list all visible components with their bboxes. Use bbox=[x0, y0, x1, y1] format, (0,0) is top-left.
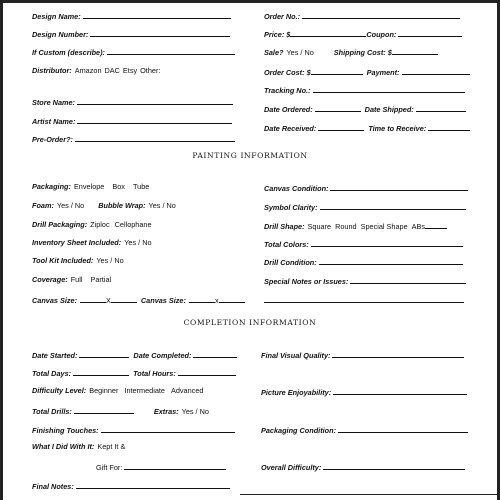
what-i-did-label: What I Did With It: bbox=[32, 442, 95, 451]
distributor-option-other[interactable]: Other: bbox=[140, 66, 161, 75]
final-visual-quality-row bbox=[261, 349, 464, 361]
date-completed-label: Date Completed: bbox=[133, 351, 192, 360]
canvas-size-label: Canvas Size: bbox=[32, 296, 78, 305]
date-received-row bbox=[264, 122, 470, 134]
packaging-option-box[interactable]: Box bbox=[112, 182, 125, 191]
drill-packaging-label: Drill Packaging: bbox=[32, 220, 88, 229]
artist-name-field[interactable] bbox=[77, 115, 232, 124]
sale-row bbox=[264, 46, 438, 58]
price-label: Price: $ bbox=[264, 30, 291, 39]
time-to-receive-field[interactable] bbox=[428, 122, 470, 131]
symbol-clarity-row bbox=[264, 201, 466, 213]
overall-difficulty-row bbox=[261, 461, 465, 473]
price-row bbox=[264, 28, 462, 40]
special-notes-field[interactable] bbox=[350, 275, 466, 284]
drill-packaging-option-ziploc[interactable]: Ziploc bbox=[90, 220, 110, 229]
total-days-field[interactable] bbox=[73, 367, 129, 376]
distributor-label: Distributor: bbox=[32, 66, 72, 75]
what-i-did-row bbox=[32, 442, 125, 452]
final-visual-quality-label: Final Visual Quality: bbox=[261, 351, 331, 360]
design-number-row bbox=[32, 28, 230, 40]
tracking-no-label: Tracking No.: bbox=[264, 86, 311, 95]
difficulty-option-beginner[interactable]: Beginner bbox=[89, 386, 119, 395]
design-name-label: Design Name: bbox=[32, 12, 81, 21]
canvas-size-height-field-1[interactable] bbox=[111, 294, 137, 303]
packaging-option-envelope[interactable]: Envelope bbox=[73, 182, 105, 191]
coverage-label: Coverage: bbox=[32, 275, 68, 284]
total-colors-row bbox=[264, 238, 463, 250]
foam-options[interactable]: Yes / No bbox=[56, 201, 85, 210]
special-notes-row bbox=[264, 275, 466, 287]
canvas-size-width-field-1[interactable] bbox=[80, 294, 106, 303]
payment-label: Payment: bbox=[366, 68, 400, 77]
shipping-cost-label: Shipping Cost: $ bbox=[333, 48, 392, 57]
artist-name-label: Artist Name: bbox=[32, 117, 76, 126]
artist-name-row bbox=[32, 115, 232, 127]
if-custom-label: If Custom (describe): bbox=[32, 48, 105, 57]
kept-it-option[interactable]: Kept It & bbox=[97, 442, 126, 451]
final-visual-quality-field[interactable] bbox=[332, 349, 464, 358]
bottom-rule bbox=[240, 494, 500, 495]
finishing-touches-label: Finishing Touches: bbox=[32, 426, 99, 435]
distributor-option-etsy[interactable]: Etsy bbox=[122, 66, 138, 75]
special-notes-label: Special Notes or Issues: bbox=[264, 277, 349, 286]
packaging-row bbox=[32, 182, 149, 192]
total-days-row bbox=[32, 367, 236, 379]
time-to-receive-label: Time to Receive: bbox=[368, 124, 427, 133]
date-ordered-label: Date Ordered: bbox=[264, 105, 313, 114]
order-cost-field[interactable] bbox=[311, 66, 363, 75]
design-name-row bbox=[32, 10, 231, 22]
symbol-clarity-label: Symbol Clarity: bbox=[264, 203, 318, 212]
order-cost-row bbox=[264, 66, 470, 78]
difficulty-option-advanced[interactable]: Advanced bbox=[170, 386, 204, 395]
extras-options[interactable]: Yes / No bbox=[181, 407, 209, 416]
difficulty-option-intermediate[interactable]: Intermediate bbox=[124, 386, 165, 395]
completion-information-heading: COMPLETION INFORMATION bbox=[183, 318, 317, 327]
drill-condition-row bbox=[264, 256, 463, 268]
payment-field[interactable] bbox=[402, 66, 470, 75]
symbol-clarity-field[interactable] bbox=[320, 201, 466, 210]
drill-shape-row bbox=[264, 220, 447, 232]
tool-kit-row bbox=[32, 256, 124, 266]
canvas-size-x-1: X bbox=[106, 296, 111, 305]
extras-label: Extras: bbox=[153, 407, 179, 416]
pre-order-row bbox=[32, 133, 235, 145]
distributor-option-amazon[interactable]: Amazon bbox=[74, 66, 102, 75]
final-notes-row bbox=[32, 480, 230, 492]
pre-order-field[interactable] bbox=[75, 133, 235, 142]
pre-order-label: Pre-Order?: bbox=[32, 135, 73, 144]
foam-label: Foam: bbox=[32, 201, 54, 210]
painting-information-heading: PAINTING INFORMATION bbox=[192, 151, 308, 160]
date-shipped-label: Date Shipped: bbox=[364, 105, 414, 114]
drill-shape-label: Drill Shape: bbox=[264, 222, 305, 231]
total-hours-label: Total Hours: bbox=[133, 369, 176, 378]
date-started-label: Date Started: bbox=[32, 351, 78, 360]
inventory-sheet-label: Inventory Sheet Included: bbox=[32, 238, 122, 247]
page-border-left bbox=[0, 0, 3, 500]
gift-for-field[interactable] bbox=[124, 461, 226, 470]
packaging-condition-row bbox=[261, 424, 468, 436]
total-days-label: Total Days: bbox=[32, 369, 72, 378]
order-cost-label: Order Cost: $ bbox=[264, 68, 311, 77]
bubble-wrap-label: Bubble Wrap: bbox=[98, 201, 146, 210]
date-ordered-row bbox=[264, 103, 466, 115]
drill-condition-label: Drill Condition: bbox=[264, 258, 317, 267]
date-shipped-field[interactable] bbox=[416, 103, 466, 112]
finishing-touches-row bbox=[32, 424, 235, 436]
canvas-condition-row bbox=[264, 182, 468, 194]
sale-label: Sale? bbox=[264, 48, 284, 57]
finishing-touches-field[interactable] bbox=[101, 424, 235, 433]
tool-kit-options[interactable]: Yes / No bbox=[96, 256, 124, 265]
picture-enjoyability-row bbox=[261, 386, 467, 398]
drill-packaging-option-cellophane[interactable]: Cellophane bbox=[114, 220, 152, 229]
foam-row bbox=[32, 201, 176, 211]
tool-kit-label: Tool Kit Included: bbox=[32, 256, 94, 265]
total-drills-field[interactable] bbox=[74, 405, 134, 414]
canvas-condition-field[interactable] bbox=[330, 182, 468, 191]
order-no-row bbox=[264, 10, 460, 22]
store-name-row bbox=[32, 96, 233, 108]
canvas-size-width-field-2[interactable] bbox=[189, 294, 215, 303]
order-no-label: Order No.: bbox=[264, 12, 301, 21]
final-notes-field[interactable] bbox=[76, 480, 230, 489]
total-hours-field[interactable] bbox=[178, 367, 236, 376]
total-drills-label: Total Drills: bbox=[32, 407, 72, 416]
design-name-field[interactable] bbox=[83, 10, 231, 19]
distributor-option-dac[interactable]: DAC bbox=[104, 66, 120, 75]
bubble-wrap-options[interactable]: Yes / No bbox=[148, 201, 176, 210]
coverage-option-full[interactable]: Full bbox=[70, 275, 83, 284]
coverage-option-partial[interactable]: Partial bbox=[90, 275, 112, 284]
inventory-sheet-options[interactable]: Yes / No bbox=[124, 238, 152, 247]
total-drills-row bbox=[32, 405, 209, 417]
special-notes-field-2[interactable] bbox=[264, 294, 464, 303]
drill-packaging-row bbox=[32, 220, 152, 230]
if-custom-field[interactable] bbox=[107, 46, 235, 55]
page-border-top bbox=[0, 0, 500, 3]
drill-shape-option-special-shape[interactable]: Special Shape bbox=[360, 222, 408, 231]
order-no-field[interactable] bbox=[302, 10, 460, 19]
date-completed-field[interactable] bbox=[193, 349, 237, 358]
special-notes-row-2 bbox=[264, 294, 464, 303]
drill-condition-field[interactable] bbox=[319, 256, 463, 265]
gift-for-row bbox=[96, 461, 226, 473]
overall-difficulty-field[interactable] bbox=[323, 461, 465, 470]
canvas-size-row bbox=[32, 294, 245, 306]
coverage-row bbox=[32, 275, 111, 285]
tracking-no-field[interactable] bbox=[313, 84, 465, 93]
tracking-no-row bbox=[264, 84, 465, 96]
shipping-cost-field[interactable] bbox=[392, 46, 438, 55]
overall-difficulty-label: Overall Difficulty: bbox=[261, 463, 322, 472]
drill-shape-abs-field[interactable] bbox=[425, 220, 447, 229]
date-started-field[interactable] bbox=[79, 349, 129, 358]
canvas-condition-label: Canvas Condition: bbox=[264, 184, 329, 193]
drill-shape-option-abs[interactable]: ABs bbox=[411, 222, 426, 231]
if-custom-row bbox=[32, 46, 235, 58]
inventory-sheet-row bbox=[32, 238, 152, 248]
distributor-row bbox=[32, 66, 160, 76]
coupon-label: Coupon: bbox=[366, 30, 397, 39]
packaging-condition-field[interactable] bbox=[338, 424, 468, 433]
design-number-label: Design Number: bbox=[32, 30, 89, 39]
total-colors-label: Total Colors: bbox=[264, 240, 309, 249]
picture-enjoyability-label: Picture Enjoyability: bbox=[261, 388, 332, 397]
date-received-label: Date Received: bbox=[264, 124, 317, 133]
store-name-field[interactable] bbox=[77, 96, 233, 105]
price-field[interactable] bbox=[290, 28, 366, 37]
picture-enjoyability-field[interactable] bbox=[333, 386, 467, 395]
drill-shape-option-round[interactable]: Round bbox=[335, 222, 357, 231]
sale-options[interactable]: Yes / No bbox=[286, 48, 314, 57]
coupon-field[interactable] bbox=[398, 28, 462, 37]
canvas-size-height-field-2[interactable] bbox=[219, 294, 245, 303]
date-ordered-field[interactable] bbox=[315, 103, 361, 112]
gift-for-label: Gift For: bbox=[96, 463, 123, 472]
difficulty-level-row bbox=[32, 386, 203, 396]
canvas-size-label-2: Canvas Size: bbox=[140, 296, 186, 305]
drill-shape-option-square[interactable]: Square bbox=[307, 222, 332, 231]
canvas-size-x-2: x bbox=[214, 296, 219, 305]
date-started-row bbox=[32, 349, 237, 361]
design-number-field[interactable] bbox=[90, 28, 230, 37]
store-name-label: Store Name: bbox=[32, 98, 75, 107]
total-colors-field[interactable] bbox=[311, 238, 463, 247]
date-received-field[interactable] bbox=[318, 122, 364, 131]
difficulty-level-label: Difficulty Level: bbox=[32, 386, 87, 395]
packaging-option-tube[interactable]: Tube bbox=[132, 182, 150, 191]
packaging-condition-label: Packaging Condition: bbox=[261, 426, 336, 435]
packaging-label: Packaging: bbox=[32, 182, 71, 191]
final-notes-label: Final Notes: bbox=[32, 482, 74, 491]
